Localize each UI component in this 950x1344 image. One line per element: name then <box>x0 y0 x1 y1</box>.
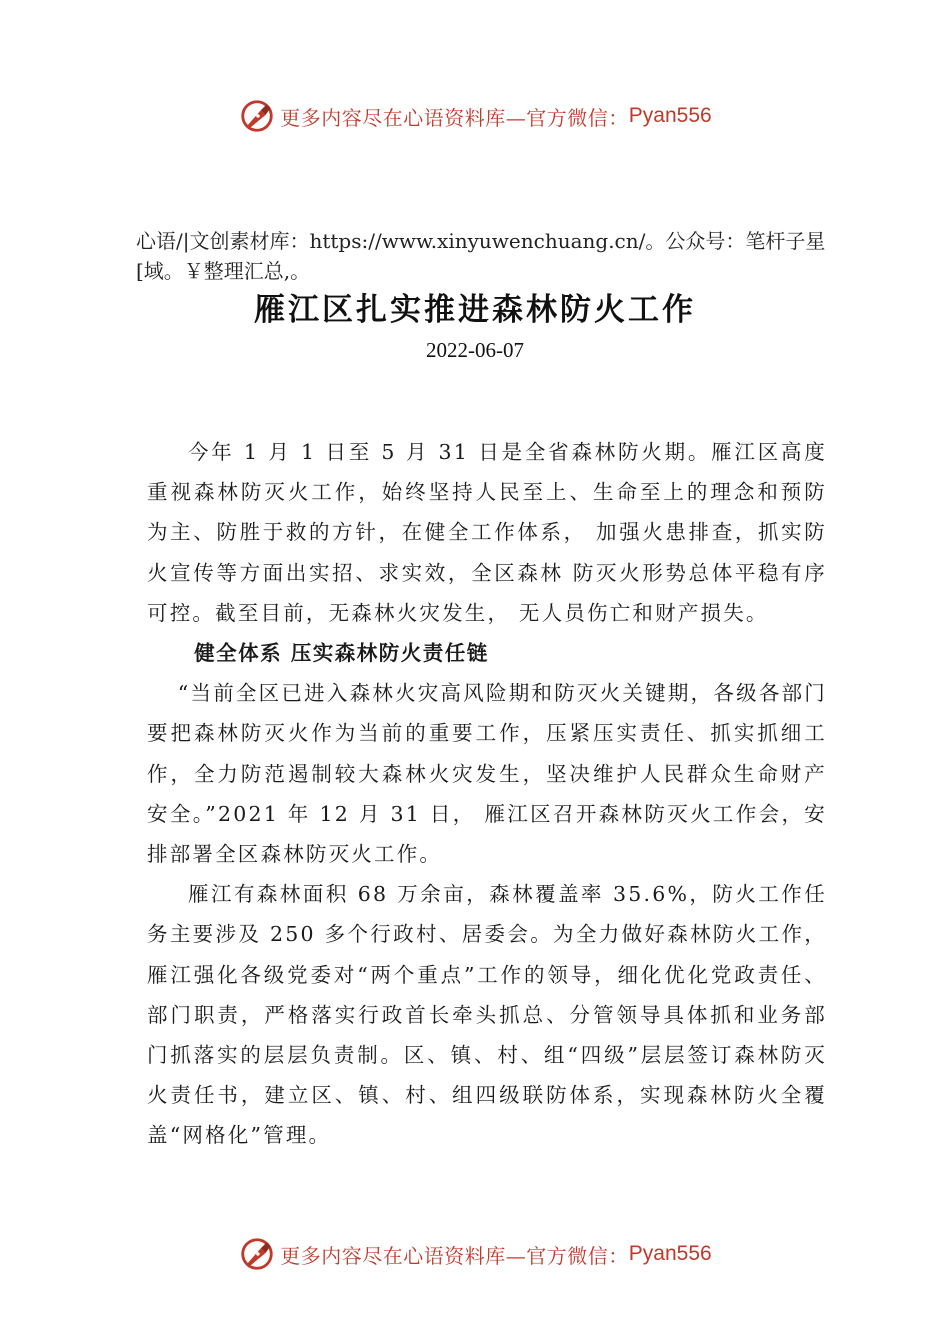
document-body <box>147 432 827 1156</box>
pen-nib-logo-icon <box>238 97 276 135</box>
source-line: 心语/|文创素材库：https://www.xinyuwenchuang.cn/。公众号：笔杆子星[域。￥整理汇总,。 <box>136 229 826 283</box>
document-title: 雁江区扎实推进森林防火工作 <box>254 292 696 328</box>
body-paragraph: 雁江有森林面积 68 万余亩，森林覆盖率 35.6%，防火工作任务主要涉及 250 多个行政村、居委会。为全力做好森林防火工作，雁江强化各级党委对“两个重点”工作的领导，细化优化党政责任、部门职责，严格落实行政首长牵头抓总、分管领导具体抓和业务部门抓落实的层层负责制。区、镇、村、组“四级”层层签订森林防灭火责任书，建立区、镇、村、组四级联防体系，实现森林防火全覆盖“网格化”管理。 <box>147 882 827 1148</box>
footer-watermark <box>0 1232 950 1276</box>
body-paragraph: 今年 1 月 1 日至 5 月 31 日是全省森林防火期。雁江区高度重视森林防灭火工作，始终坚持人民至上、生命至上的理念和预防为主、防胜于救的方针，在健全工作体系， 加强火患排查，抓实防火宣传等方面出实招、求实效，全区森林 防灭火形势总体平稳有序可控。截至目前，无森林火灾发生， 无人员伤亡和财产损失。 <box>147 440 827 625</box>
body-paragraph: “当前全区已进入森林火灾高风险期和防灭火关键期，各级各部门要把森林防灭火作为当前的重要工作，压紧压实责任、抓实抓细工作，全力防范遏制较大森林火灾发生，坚决维护人民群众生命财产安全。”2021 年 12 月 31 日， 雁江区召开森林防灭火工作会，安排部署全区森林防灭火工作。 <box>147 681 827 867</box>
watermark-text: 更多内容尽在心语资料库—官方微信： <box>280 105 629 130</box>
document-date: 2022-06-07 <box>426 338 524 362</box>
watermark-wechat-id: Pyan556 <box>628 1242 712 1265</box>
pen-nib-logo-icon <box>238 1235 276 1273</box>
watermark-text: 更多内容尽在心语资料库—官方微信： <box>280 1243 629 1268</box>
header-watermark <box>0 94 950 138</box>
section-heading: 健全体系 压实森林防火责任链 <box>194 641 489 666</box>
watermark-wechat-id: Pyan556 <box>628 104 712 127</box>
